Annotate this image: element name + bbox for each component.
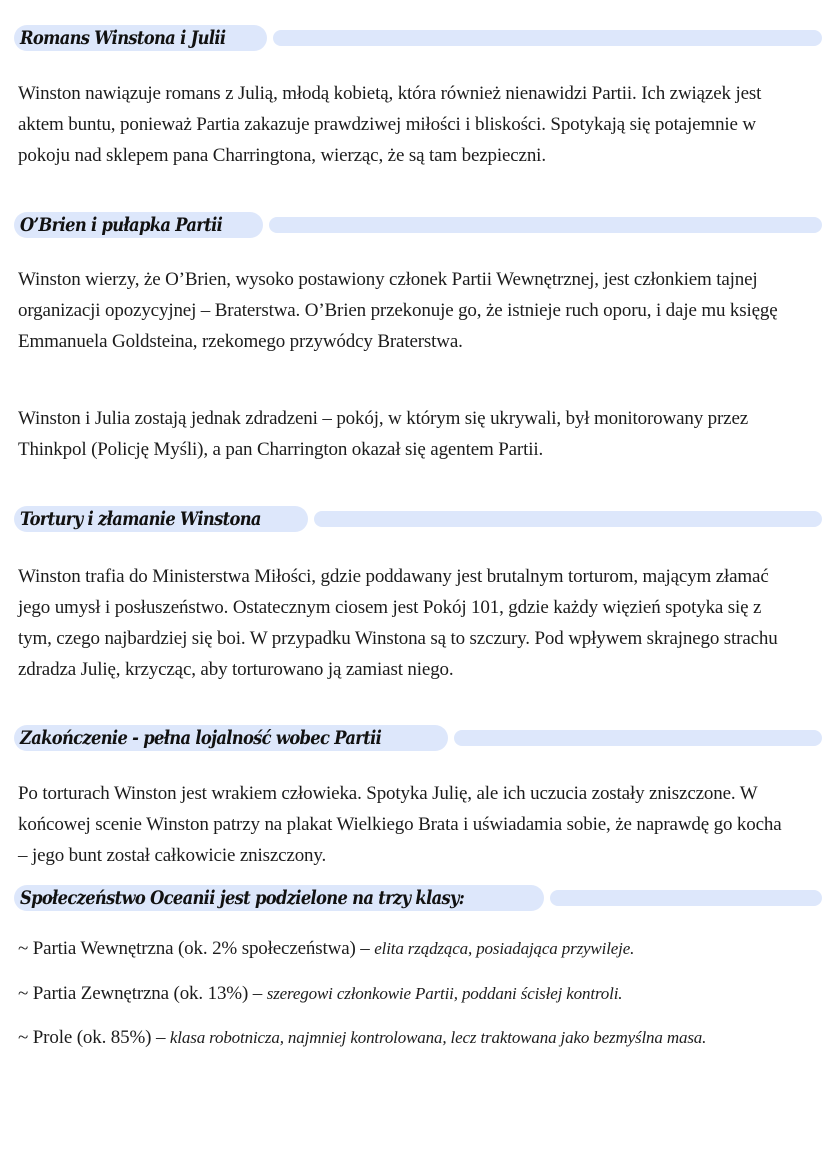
list-description: klasa robotnicza, najmniej kontrolowana, lecz traktowana jako bezmyślna masa. (169, 1028, 707, 1047)
heading-text: Zakończenie - pełna lojalność wobec Partii (20, 727, 382, 749)
list-description: szeregowi członkowie Partii, poddani ścisłej kontroli. (266, 984, 623, 1003)
list-term: Partia Wewnętrzna (ok. 2% społeczeństwa) – (32, 938, 370, 959)
heading-highlight (14, 506, 308, 532)
bullet-tilde-icon: ~ (18, 1027, 29, 1048)
bullet-tilde-icon: ~ (18, 983, 29, 1004)
heading-text: Romans Winstona i Julii (20, 27, 226, 49)
paragraph-obrien-1: Winston wierzy, że O’Brien, wysoko postawiony członek Partii Wewnętrznej, jest członkiem tajnej organizacji opozycyjnej – Braterstwa. O’Brien przekonuje go, że istnieje ruch oporu, i daje mu księgę Emmanuela Goldsteina, rzekomego przywódcy Braterstwa. (18, 269, 778, 352)
paragraph-ending: Po torturach Winston jest wrakiem człowieka. Spotyka Julię, ale ich uczucia zostały zniszczone. W końcowej scenie Winston patrzy na plakat Wielkiego Brata i uświadamia sobie, że naprawdę go kocha – jego bunt został całkowicie zniszczony. (18, 783, 782, 866)
heading-decorative-bar (273, 30, 822, 46)
section-heading-society (14, 885, 822, 911)
heading-text: O’Brien i pułapka Partii (20, 214, 223, 236)
heading-decorative-bar (314, 511, 822, 527)
heading-highlight (14, 725, 448, 751)
list-description: elita rządząca, posiadająca przywileje. (374, 939, 635, 958)
heading-text: Społeczeństwo Oceanii jest podzielone na trzy klasy: (20, 887, 465, 909)
paragraph-obrien-2: Winston i Julia zostają jednak zdradzeni – pokój, w którym się ukrywali, był monitorowany przez Thinkpol (Policję Myśli), a pan Charrington okazał się agentem Partii. (18, 408, 749, 460)
list-item-proles (18, 1022, 778, 1053)
heading-decorative-bar (454, 730, 822, 746)
heading-text: Tortury i złamanie Winstona (20, 508, 261, 530)
heading-highlight (14, 25, 267, 51)
section-heading-romance (14, 25, 822, 51)
section-heading-torture (14, 506, 822, 532)
list-term: Partia Zewnętrzna (ok. 13%) – (32, 983, 263, 1004)
paragraph-romance: Winston nawiązuje romans z Julią, młodą kobietą, która również nienawidzi Partii. Ich związek jest aktem buntu, ponieważ Partia zakazuje prawdziwej miłości i bliskości. Spotykają się potajemnie w pokoju nad sklepem pana Charringtona, wierząc, że są tam bezpieczni. (18, 83, 762, 166)
heading-highlight (14, 885, 544, 911)
paragraph-torture: Winston trafia do Ministerstwa Miłości, gdzie poddawany jest brutalnym torturom, mającym złamać jego umysł i posłuszeństwo. Ostatecznym ciosem jest Pokój 101, gdzie każdy więzień spotyka się z tym, czego najbardziej się boi. W przypadku Winstona są to szczury. Pod wpływem skrajnego strachu zdradza Julię, krzycząc, aby torturowano ją zamiast niego. (18, 566, 778, 680)
list-item-outer-party (18, 978, 778, 1009)
bullet-tilde-icon: ~ (18, 938, 29, 959)
list-term: Prole (ok. 85%) – (32, 1027, 166, 1048)
section-heading-ending (14, 725, 822, 751)
list-item-inner-party (18, 933, 778, 964)
section-heading-obrien (14, 212, 822, 238)
heading-decorative-bar (550, 890, 822, 906)
heading-decorative-bar (269, 217, 822, 233)
heading-highlight (14, 212, 263, 238)
